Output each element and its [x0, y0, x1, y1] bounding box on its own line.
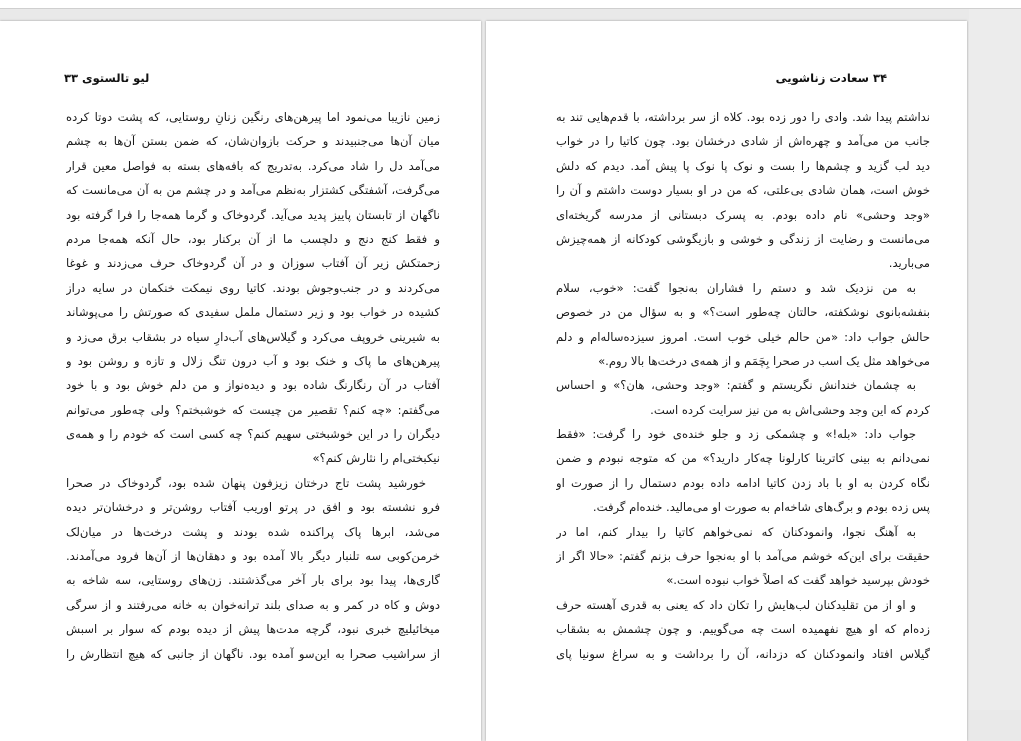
text-line: زمین نازیبا می‌نمود اما پیرهن‌های رنگین زنانِ روستایی، که پشت دوتا کرده [66, 110, 440, 124]
text-line: می‌خواهد مثل یک اسب در صحرا بِچَمَم و از همه‌ی درخت‌ها بالا روم.» [598, 353, 930, 368]
text-line: آفتاب در آن رنگارنگ شاده بود و دیده‌نواز و من دلم خوش بود و با خود [66, 378, 440, 393]
page-34 [486, 21, 967, 741]
text-line: بنفشه‌بانوی نوشکفته، حالتان چه‌طور است؟» و به سؤال من در خصوص [556, 305, 930, 320]
text-line: گاری‌ها، پیدا بود برای بار آخر می‌گذشتند. زن‌های روستایی، سه شاخه به [66, 573, 440, 588]
text-line: کردم که این وجد وحشی‌اش به من نیز سرایت کرده است. [650, 402, 930, 417]
viewer-side-gutter [969, 9, 1021, 710]
text-line: ناگهان از تابستان پاییز پدید می‌آید. گردوخاک و گرما همه‌جا را فرا گرفته بود [66, 207, 440, 222]
text-line: نیکبختی‌ام را نثارش کنم؟» [312, 451, 440, 466]
page-text [66, 105, 440, 666]
text-line: نمی‌دانم به بینی کاترینا کارلونا چه‌کار دارید؟» من که متوجه نبودم و ضمن [556, 451, 930, 466]
text-line: می‌بارید. [888, 256, 930, 271]
viewer-toolbar [0, 0, 1021, 9]
text-line: خورشید پشت تاج درختان زیزفون پنهان شده بود، گردوخاک در صحرا [66, 475, 426, 490]
text-line: دوش و کاه در کمر و به صدای بلند ترانه‌خوان به خانه می‌رفتند و از سرگی [66, 597, 440, 612]
text-line: گیلاس افتاد وانمودکنان که دزدانه، آن را برداشت و به سراغ سونیا پای [556, 646, 930, 661]
text-line: میخائیلیچ خبری نبود، گرچه مدت‌ها پیش از دیده بودم که سوار بر اسبش [66, 622, 440, 637]
text-line: زحمتکش زیر آن آفتاب سوزان و در آن گردوخاک حرف می‌زدند و غوغا [66, 256, 440, 271]
text-line: جواب داد: «بله!» و چشمکی زد و جلو خنده‌ی خود را گرفت: «فقط [556, 427, 916, 442]
text-line: خرمن‌کوبی سه تلنبار دیگر بالا آمده بود و دهقان‌ها از آن‌ها فرود می‌آمدند. [66, 549, 440, 564]
text-line: از سراشیب صحرا به این‌سو آمده بود. ناگهان از جانبی که هیچ انتظارش را [66, 646, 440, 661]
text-line: می‌کردند و در جنب‌وجوش بودند. کاتیا روی نیمکت خنکمان در سایه دراز [66, 280, 440, 295]
text-line: خوش است، همان شادی بی‌علتی، که من در او بسیار دوست داشتم و آن را [556, 183, 930, 198]
text-line: میان آن‌ها می‌جنبیدند و حرکت بازوان‌شان، که ضمن بستن آن‌ها به چشم [66, 134, 440, 149]
text-line: فرو نشسته بود و افق در پرتو اوریب آفتاب روشن‌تر و درخشان‌تر دیده [66, 500, 440, 515]
text-line: «وجد وحشی» نام داده بودم. به پسرک دبستانی از مدرسه گریخته‌ای [556, 207, 930, 222]
page-33 [0, 21, 481, 741]
text-line: پس زده بودم و برگ‌های شاخه‌ام به صورت او می‌مالید. خنده‌ام گرفت. [592, 500, 930, 515]
text-line: می‌آمد دل را شاد می‌کرد. به‌تدریج که بافه‌های بسته به فواصل معین قرار [66, 158, 440, 173]
text-line: می‌شد، ابرها پاک پراکنده شده بودند و پشت درخت‌ها در میان‌لک [66, 524, 440, 539]
text-line: و او از من تقلیدکنان لب‌هایش را تکان داد که یعنی به قدری آهسته حرف [556, 597, 916, 612]
text-line: به آهنگ نجوا، وانمودکنان که نمی‌خواهم کاتیا را بیدار کنم، اما در [556, 524, 916, 539]
text-line: نداشتم پیدا شد. وادی را دور زده بود. کلاه از سر برداشته، با قدم‌هایی تند به [556, 110, 930, 124]
page-header: ۳۴ سعادت زناشویی [775, 71, 887, 85]
text-line: خودش بپرسید خواهد گفت که اصلاً خواب نبوده است.» [666, 573, 930, 588]
text-line: جانب من می‌آمد و چهره‌اش از شادی درخشان بود. چون کاتیا را در خواب [556, 134, 930, 149]
text-line: زده‌ام که او هیچ نفهمیده است چه می‌گوییم. و چون چشمش به بشقاب [556, 622, 930, 637]
text-line: نگاه کردن به او با باد زدن کاتیا ادامه داده بودم دستمال را از صورت او [556, 475, 930, 490]
text-line: به من نزدیک شد و دستم را فشاران به‌نجوا گفت: «خوب، سلام [556, 280, 916, 295]
text-line: و فقط کنج دنج و دلچسب ما از آن برکنار بود، حال آنکه همه‌جا مردم [66, 231, 440, 246]
text-line: می‌گفتم: «چه کنم؟ تقصیر من چیست که خوشبختم؟ ولی چه‌طور می‌توانم [66, 402, 440, 417]
page-text [556, 105, 930, 666]
page-header: لیو تالستوی ۳۳ [64, 71, 150, 85]
text-line: می‌گرفت، آشفتگی کشتزار به‌نظم می‌آمد و در چشم من به آن می‌مانست که [66, 183, 440, 198]
document-viewer[interactable] [0, 9, 1021, 710]
text-line: می‌مانست و رضایت از زندگی و خوشی و بازیگوشی کودکانه از همه‌چیزش [556, 231, 930, 246]
text-line: پیرهن‌های ما پاک و خنک بود و آب درون تنگ زلال و تازه و روشن بود و [66, 353, 440, 368]
text-line: حالش جواب داد: «من حالم خیلی خوب است. امروز سیزده‌ساله‌ام و دلم [556, 329, 930, 344]
text-line: حقیقت برای این‌که خوشم می‌آمد با او به‌نجوا حرف بزنم گفتم: «حالا اگر از [556, 549, 930, 564]
text-line: به چشمان خندانش نگریستم و گفتم: «وجد وحشی، هان؟» و احساس [556, 378, 916, 393]
text-line: کشیده در خواب بود و زیر دستمال ململ سفیدی که صورتش را می‌پوشاند [66, 305, 440, 320]
text-line: به شیرینی خروپف می‌کرد و گیلاس‌های آب‌دارِ سیاه در بشقاب برق می‌زد و [66, 329, 440, 344]
text-line: دیگران را در این خوشبختی سهیم کنم؟ چه کسی است که خودم را و همه‌ی [66, 427, 440, 442]
text-line: دید لب گزید و چشم‌ها را بست و نوک پا نوک پا پیش آمد. دیدم که دلش [556, 158, 930, 173]
